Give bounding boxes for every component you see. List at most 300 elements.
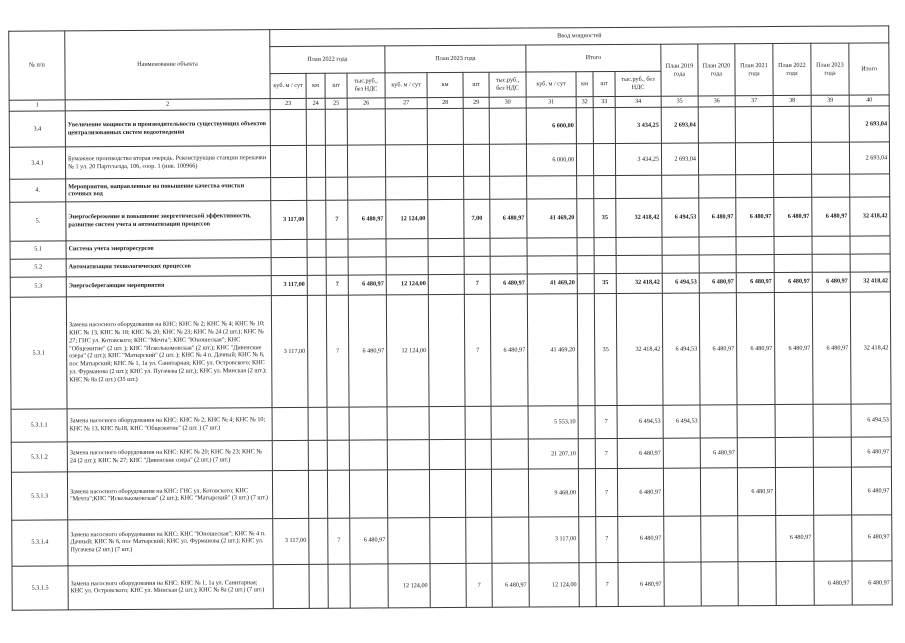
cell-value <box>813 437 851 467</box>
cell-value <box>388 517 430 563</box>
cell-value: 6 480,97 <box>852 561 893 605</box>
cell-value <box>775 438 813 468</box>
cell-value <box>811 142 849 174</box>
cell-value: 35 <box>594 273 616 293</box>
cell-value <box>812 236 850 254</box>
cell-value <box>813 467 851 514</box>
cell-value: 12 124,00 <box>529 562 579 607</box>
cell-value: 6 480,97 <box>699 198 736 236</box>
cell-value: 7 <box>328 518 350 564</box>
row-number: 5.3.1 <box>10 297 67 410</box>
col-number: 24 <box>306 99 325 110</box>
cell-value <box>489 108 526 144</box>
cell-value <box>348 256 386 274</box>
cell-value <box>593 108 615 144</box>
col-number: 36 <box>698 96 735 107</box>
cell-value <box>594 176 616 199</box>
cell-value <box>616 176 662 199</box>
row-name: Энергосберегающие мероприятия <box>66 275 271 296</box>
cell-value <box>387 440 429 470</box>
table-header <box>9 26 890 101</box>
itogo-right-header: Итого <box>849 43 890 95</box>
row-number: 5.3.1.1 <box>11 409 67 442</box>
cell-value: 6 480,97 <box>852 514 893 560</box>
cell-value <box>465 470 491 517</box>
cell-value: 7 <box>595 469 617 516</box>
cell-value: 6 494,53 <box>662 198 699 236</box>
cell-value <box>775 468 813 515</box>
cell-value <box>813 404 851 437</box>
cell-value: 6 480,97 <box>814 561 852 605</box>
cell-value <box>273 564 309 608</box>
col-number: 26 <box>347 98 385 109</box>
cell-value: 6 480,97 <box>348 295 387 408</box>
table-row <box>9 142 889 180</box>
row-number: 4. <box>10 179 66 202</box>
cell-value: 35 <box>594 293 617 406</box>
cell-value <box>306 145 325 177</box>
cell-value <box>328 564 350 608</box>
cell-value: 7 <box>326 275 348 295</box>
cell-value: 6 480,97 <box>490 294 528 407</box>
cell-value <box>490 256 527 274</box>
cell-value: 5 553,10 <box>528 406 578 439</box>
cell-value: 41 469,20 <box>527 293 578 406</box>
cell-value <box>491 469 528 516</box>
cell-value <box>735 143 773 175</box>
cell-value <box>736 254 774 272</box>
cell-value <box>699 254 736 272</box>
cell-value <box>594 255 616 273</box>
cell-value: 6 480,97 <box>774 272 812 292</box>
table-row <box>9 106 889 148</box>
cell-value <box>327 471 349 518</box>
cell-value: 6 494,53 <box>663 405 700 438</box>
cell-value <box>664 516 701 562</box>
cell-value <box>307 257 326 275</box>
cell-value <box>698 107 735 143</box>
cell-value <box>490 176 527 199</box>
cell-value <box>593 144 615 176</box>
cell-value <box>737 405 775 438</box>
cell-value <box>325 145 347 177</box>
cell-value <box>430 517 466 563</box>
col-number: 28 <box>427 98 463 109</box>
cell-value <box>738 515 776 561</box>
cell-value: 6 480,97 <box>774 292 813 405</box>
cell-value <box>386 177 428 200</box>
unit-sht: шт <box>325 73 347 98</box>
cell-value <box>386 238 428 256</box>
cell-value <box>347 145 385 177</box>
col-number: 27 <box>385 98 427 109</box>
cell-value <box>577 293 595 406</box>
row-name: Система учета энергоресурсов <box>66 239 271 258</box>
cell-value <box>306 109 325 145</box>
cell-value <box>698 143 735 175</box>
cell-value <box>701 562 738 606</box>
cell-value: 6 480,97 <box>490 199 527 237</box>
cell-value <box>735 107 773 143</box>
cell-value: 12 124,00 <box>388 563 430 608</box>
cell-value: 6 000,00 <box>526 144 576 176</box>
investment-table <box>8 25 893 610</box>
plan-2020-header: План 2020 года <box>698 44 735 96</box>
row-name: Энергосбережение и повышение энергетической эффективности, развитие систем учета и автоматизации процессов <box>66 201 271 240</box>
cell-value: 7 <box>595 406 617 439</box>
cell-value <box>663 438 700 468</box>
cell-value <box>428 256 464 274</box>
col-number: 31 <box>526 97 576 108</box>
cell-value <box>491 406 528 439</box>
cell-value <box>463 108 489 144</box>
cell-value <box>428 200 464 238</box>
cell-value: 6 480,97 <box>851 467 892 514</box>
plan-2023-header: План 2023 года <box>385 45 526 73</box>
cell-value <box>662 237 699 255</box>
cell-value: 7 <box>326 295 349 408</box>
cell-value <box>616 237 662 255</box>
cell-value: 6 480,97 <box>736 292 775 405</box>
table-row <box>12 561 893 611</box>
row-number: 3.4.1 <box>9 147 65 179</box>
cell-value: 3 434,25 <box>615 143 661 175</box>
cell-value <box>700 468 737 515</box>
cell-value <box>465 440 491 470</box>
cell-value <box>309 518 328 564</box>
col-number: 30 <box>489 97 526 108</box>
row-number: 3.4 <box>9 111 65 147</box>
cell-value <box>663 468 700 515</box>
cell-value: 41 469,20 <box>527 273 577 293</box>
cell-value <box>271 239 307 257</box>
plan-2023b-header: План 2023 года <box>811 43 849 95</box>
cell-value <box>577 237 594 255</box>
cell-value: 12 124,00 <box>386 294 429 407</box>
cell-value <box>662 255 699 273</box>
cell-value: 2 693,04 <box>661 143 698 175</box>
row-number: 5.3.1.5 <box>12 566 68 611</box>
cell-value <box>307 239 326 257</box>
col-number: 39 <box>811 95 849 106</box>
col-number: 32 <box>576 97 593 108</box>
table-row <box>10 292 891 410</box>
cell-value <box>776 561 814 605</box>
cell-value: 7,00 <box>464 200 490 238</box>
cell-value <box>578 406 595 439</box>
cell-value: 6 494,53 <box>851 404 891 437</box>
cell-value: 7 <box>596 562 618 606</box>
cell-value: 6 480,97 <box>737 468 775 515</box>
cell-value <box>348 238 386 256</box>
cell-value <box>272 471 308 518</box>
cell-value <box>492 517 529 563</box>
col-number: 33 <box>593 97 615 108</box>
cell-value: 3 117,00 <box>529 516 579 562</box>
cell-value <box>307 178 326 201</box>
plan-2022b-header: План 2022 года <box>773 43 811 95</box>
cell-value: 32 418,42 <box>616 199 662 237</box>
col-number: 23 <box>270 99 306 110</box>
cell-value: 32 418,42 <box>616 273 662 293</box>
row-name: Замена насосного оборудования на КНС: КНС № 1, 1а ул. Санитарная; КНС ул. Островского; КНС ул. Минская (2 шт.); КНС № 8а (2 шт.) (7 шт.) <box>68 564 273 610</box>
cell-value: 6 494,53 <box>617 405 663 438</box>
cell-value <box>578 439 595 469</box>
cell-value <box>774 175 812 198</box>
cell-value <box>309 564 328 608</box>
cell-value <box>579 562 596 606</box>
cell-value: 6 480,97 <box>618 562 664 607</box>
row-number: 5.3.1.4 <box>12 519 68 566</box>
cell-value: 32 418,42 <box>850 292 891 405</box>
cell-value <box>490 238 527 256</box>
cell-value: 6 480,97 <box>617 439 663 469</box>
col-number: 40 <box>849 95 889 106</box>
cell-value <box>350 564 388 608</box>
row-name: Мероприятия, направленные на повышение качества очистки сточных вод <box>66 178 271 202</box>
row-number: 5.3.1.3 <box>11 472 67 520</box>
unit-sht: шт <box>593 72 615 97</box>
cell-value <box>348 177 386 200</box>
cell-value <box>775 404 813 437</box>
col-num-header: № п/п <box>9 31 65 101</box>
cell-value <box>773 106 811 142</box>
cell-value <box>308 407 327 440</box>
row-name: Замена насосного оборудования на КНС: КНС № 20; КНС № 23; КНС № 24 (2 шт.); КНС № 27; КНС "Дивенские озера" (2 шт.) (7 шт.) <box>67 441 272 472</box>
cell-value <box>577 176 594 199</box>
cell-value: 7 <box>464 294 491 407</box>
cell-value <box>700 405 737 438</box>
unit-m3: куб. м / сут <box>270 74 306 99</box>
cell-value <box>325 109 347 145</box>
col-number: 29 <box>463 98 489 109</box>
col-number: 34 <box>615 96 661 107</box>
plan-2019-header: План 2019 года <box>661 44 698 96</box>
cell-value: 35 <box>594 199 616 237</box>
unit-km: км <box>576 72 593 97</box>
cell-value: 6 480,97 <box>736 272 774 292</box>
cell-value <box>701 515 738 561</box>
row-number: 5.3 <box>10 277 66 297</box>
table-row <box>10 197 890 241</box>
cell-value: 3 117,00 <box>271 295 308 408</box>
cell-value: 7 <box>464 274 490 294</box>
row-name: Замена насосного оборудования на КНС: КНС № 2; КНС № 4; КНС № 10; КНС № 13, КНС №18, КНС "Общежитие" (2 шт. ) (7 шт.) <box>67 408 272 442</box>
row-name: Автоматизация технологических процессов <box>66 257 271 276</box>
cell-value: 41 469,20 <box>527 199 577 237</box>
cell-value <box>326 239 348 257</box>
unit-rub: тыс.руб., без НДС <box>347 73 385 98</box>
cell-value: 2 693,04 <box>661 107 698 143</box>
cell-value <box>737 438 775 468</box>
cell-value: 6 480,97 <box>700 438 737 468</box>
cell-value: 3 117,00 <box>273 518 309 564</box>
col-name-header: Наименование объекта <box>65 30 270 101</box>
col-number: 1 <box>9 100 65 111</box>
cell-value <box>385 145 427 177</box>
cell-value <box>491 439 528 469</box>
unit-km: км <box>306 73 325 98</box>
cell-value <box>464 256 490 274</box>
row-name: Увеличение мощности и производительности существующих объектов централизованных систем водоотведения <box>65 110 270 147</box>
col-number: 2 <box>65 99 270 111</box>
cell-value: 3 434,25 <box>615 107 661 143</box>
cell-value: 6 480,97 <box>812 272 850 292</box>
cell-value: 7 <box>466 563 492 607</box>
row-name: Замена насосного оборудования на КНС: КНС № 2; КНС № 4; КНС № 10; КНС № 13, КНС № 18; КНС № 20; КНС № 23; КНС № 24 (2 шт.); КНС № 27; ГНС ул. Котовского; КНС "Мечта"; КНС "Юношеская"; КНС "Общежитие" (2 шт. ); КНС "Искелькомовская" (2 шт.); КНС "Дивенские озера" (2 шт.); КНС "Матырский" (2 шт. ); КНС № 4 п. Дачный; КНС № 6, пос Матырский; КНС № 1, 1а ул. Санитарная; КНС ул. Островского; КНС ул. Фурманова (2 шт.); КНС ул. Пугачева (2 шт.); КНС ул. Минская (2 шт.); КНС № 8а (2 шт.) (35 шт.) <box>66 295 272 409</box>
row-number: 5.3.1.2 <box>11 442 67 472</box>
row-number: 5.1 <box>10 240 66 258</box>
cell-value <box>327 440 349 470</box>
cell-value <box>271 257 307 275</box>
cell-value: 3 117,00 <box>271 275 307 295</box>
cell-value: 12 124,00 <box>386 274 428 294</box>
cell-value <box>327 407 349 440</box>
cell-value: 6 480,97 <box>618 516 664 562</box>
cell-value <box>662 175 699 198</box>
cell-value: 6 480,97 <box>348 200 386 238</box>
cell-value: 6 480,97 <box>736 198 774 236</box>
cell-value <box>271 178 307 201</box>
cell-value <box>736 236 774 254</box>
cell-value <box>307 295 327 408</box>
cell-value <box>430 563 466 607</box>
col-number: 25 <box>325 98 347 109</box>
cell-value <box>594 237 616 255</box>
cell-value: 6 480,97 <box>699 272 736 292</box>
col-number: 35 <box>661 96 698 107</box>
unit-rub: тыс.руб., без НДС <box>489 72 526 97</box>
cell-value <box>736 175 774 198</box>
cell-value <box>738 561 776 605</box>
cell-value <box>466 517 492 563</box>
capacity-group-header: Ввод мощностей <box>270 26 889 47</box>
cell-value <box>308 441 327 471</box>
cell-value <box>489 144 526 176</box>
cell-value: 6 480,97 <box>812 197 850 235</box>
cell-value <box>428 294 465 407</box>
cell-value: 6 494,53 <box>662 273 699 293</box>
cell-value <box>326 257 348 275</box>
cell-value: 6 480,97 <box>776 515 814 561</box>
cell-value <box>850 174 890 197</box>
cell-value: 2 693,04 <box>849 142 889 174</box>
table-row <box>11 404 891 443</box>
cell-value <box>579 516 596 562</box>
unit-m3: куб. м / сут <box>385 73 427 98</box>
cell-value: 32 418,42 <box>850 271 890 291</box>
unit-km: км <box>427 73 463 98</box>
cell-value <box>428 238 464 256</box>
unit-m3: куб. м / сут <box>526 72 576 97</box>
cell-value: 6 480,97 <box>348 275 386 295</box>
cell-value <box>527 176 577 199</box>
cell-value <box>577 199 594 237</box>
cell-value: 7 <box>326 201 348 239</box>
cell-value: 21 207,10 <box>528 439 578 469</box>
cell-value <box>428 177 464 200</box>
table-row <box>12 514 893 566</box>
cell-value: 9 468,00 <box>528 469 578 516</box>
cell-value <box>270 109 306 145</box>
table-body <box>9 106 892 610</box>
cell-value <box>527 237 577 255</box>
cell-value <box>812 174 850 197</box>
cell-value <box>850 235 890 253</box>
cell-value <box>272 441 308 471</box>
row-number: 5. <box>10 202 66 240</box>
row-name: Замена насосного оборудования на КНС: ГНС ул. Котовского; КНС "Мечта";КНС "Искелькомовская" (2 шт.); КНС "Матырский" (3 шт.) (7 шт.) <box>67 471 272 519</box>
cell-value <box>349 470 387 517</box>
cell-value <box>464 238 490 256</box>
cell-value <box>387 407 429 440</box>
cell-value: 6 000,00 <box>526 108 576 144</box>
cell-value <box>578 469 595 516</box>
itogo-header: Итого <box>526 44 661 72</box>
cell-value <box>576 144 593 176</box>
cell-value <box>347 109 385 145</box>
cell-value <box>428 274 464 294</box>
row-number: 5.2 <box>10 258 66 276</box>
cell-value: 6 480,97 <box>350 517 388 563</box>
cell-value: 6 480,97 <box>851 437 891 467</box>
cell-value: 7 <box>596 516 618 562</box>
unit-rub: тыс.руб., без НДС <box>615 71 661 96</box>
cell-value <box>386 256 428 274</box>
cell-value <box>307 201 326 239</box>
cell-value <box>349 440 387 470</box>
cell-value <box>699 175 736 198</box>
cell-value <box>326 177 348 200</box>
cell-value: 6 480,97 <box>490 274 527 294</box>
cell-value <box>429 407 465 440</box>
cell-value: 6 480,97 <box>812 292 851 405</box>
row-name: Бумажное производство вторая очередь. Реконструкция станции перекачки № 1 ул. 20 Партсъезда, 106, соор. 1 (инв. 100966) <box>65 146 270 179</box>
cell-value <box>429 470 465 517</box>
cell-value <box>465 406 491 439</box>
cell-value <box>616 255 662 273</box>
cell-value: 32 418,42 <box>616 293 663 406</box>
col-number: 38 <box>773 96 811 107</box>
cell-value: 7 <box>595 439 617 469</box>
col-number: 37 <box>735 96 773 107</box>
cell-value <box>774 236 812 254</box>
cell-value: 6 480,97 <box>699 293 737 406</box>
cell-value <box>308 471 327 518</box>
cell-value <box>385 109 427 145</box>
cell-value <box>577 273 594 293</box>
cell-value <box>812 254 850 272</box>
cell-value <box>850 253 890 271</box>
cell-value <box>774 254 812 272</box>
cell-value <box>427 145 463 177</box>
cell-value: 3 117,00 <box>271 201 307 239</box>
unit-sht: шт <box>463 72 489 97</box>
cell-value <box>699 236 736 254</box>
cell-value <box>429 440 465 470</box>
cell-value <box>272 408 308 441</box>
cell-value: 6 480,97 <box>617 469 663 516</box>
plan-2021-header: План 2021 года <box>735 44 773 96</box>
plan-2022-header: План 2022 года <box>270 46 385 74</box>
row-name: Замена насосного оборудования на КНС: КНС "Юношеская"; КНС № 4 п. Дачный; КНС № 6, пос Матырский; КНС ул. Фурманова (2 шт.); КНС ул. Пугачева (2 шт.) (7 шт.) <box>68 518 273 565</box>
cell-value <box>814 515 852 561</box>
cell-value <box>527 255 577 273</box>
cell-value: 6 494,53 <box>662 293 700 406</box>
cell-value <box>307 275 326 295</box>
table-row <box>11 467 892 520</box>
cell-value <box>427 108 463 144</box>
